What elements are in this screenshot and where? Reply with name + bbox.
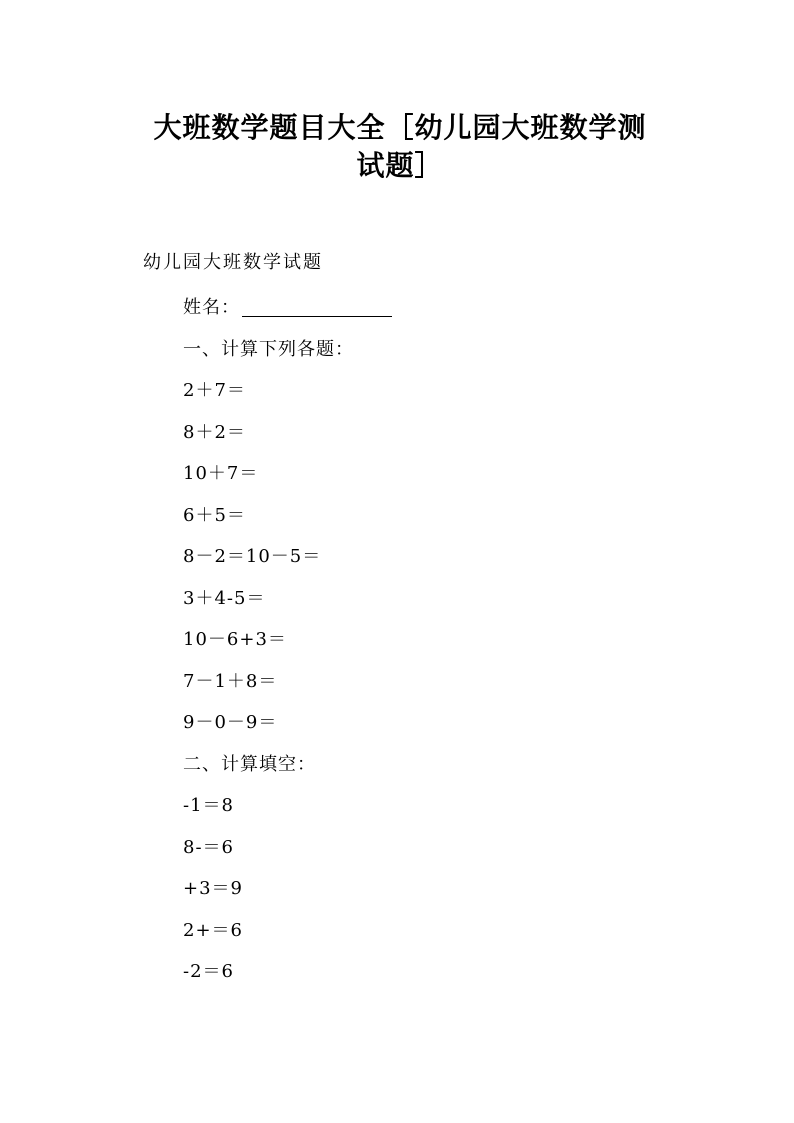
section-2-heading: 二、计算填空： [183, 753, 316, 775]
exercise-list [183, 296, 392, 1002]
fill-blank-item: -1＝8 [183, 795, 234, 816]
exercise-item: 10＋7＝ [183, 463, 259, 484]
document-subtitle: 幼儿园大班数学试题 [143, 252, 323, 273]
exercise-item: 9－0－9＝ [183, 712, 278, 733]
exercise-item: 8－2＝10－5＝ [183, 546, 322, 567]
name-blank [242, 298, 392, 317]
fill-blank-item: 2+＝6 [183, 919, 243, 941]
exercise-item: 6＋5＝ [183, 504, 246, 526]
exercise-item: 2＋7＝ [183, 380, 246, 401]
exercise-item: 10－6+3＝ [183, 629, 287, 650]
fill-blank-item: -2＝6 [183, 961, 234, 982]
exercise-item: 8＋2＝ [183, 421, 246, 443]
exercise-item: 7－1＋8＝ [183, 670, 278, 692]
document-title-line-2: 试题］ [356, 149, 444, 182]
section-1-heading: 一、计算下列各题： [183, 338, 354, 360]
fill-blank-item: 8-＝6 [183, 836, 234, 858]
exercise-item: 3＋4-5＝ [183, 587, 266, 609]
fill-blank-item: +3＝9 [183, 878, 243, 899]
document-title-line-1: 大班数学题目大全［幼儿园大班数学测 [153, 111, 647, 144]
name-line [183, 296, 392, 338]
name-label: 姓名： [183, 297, 240, 318]
